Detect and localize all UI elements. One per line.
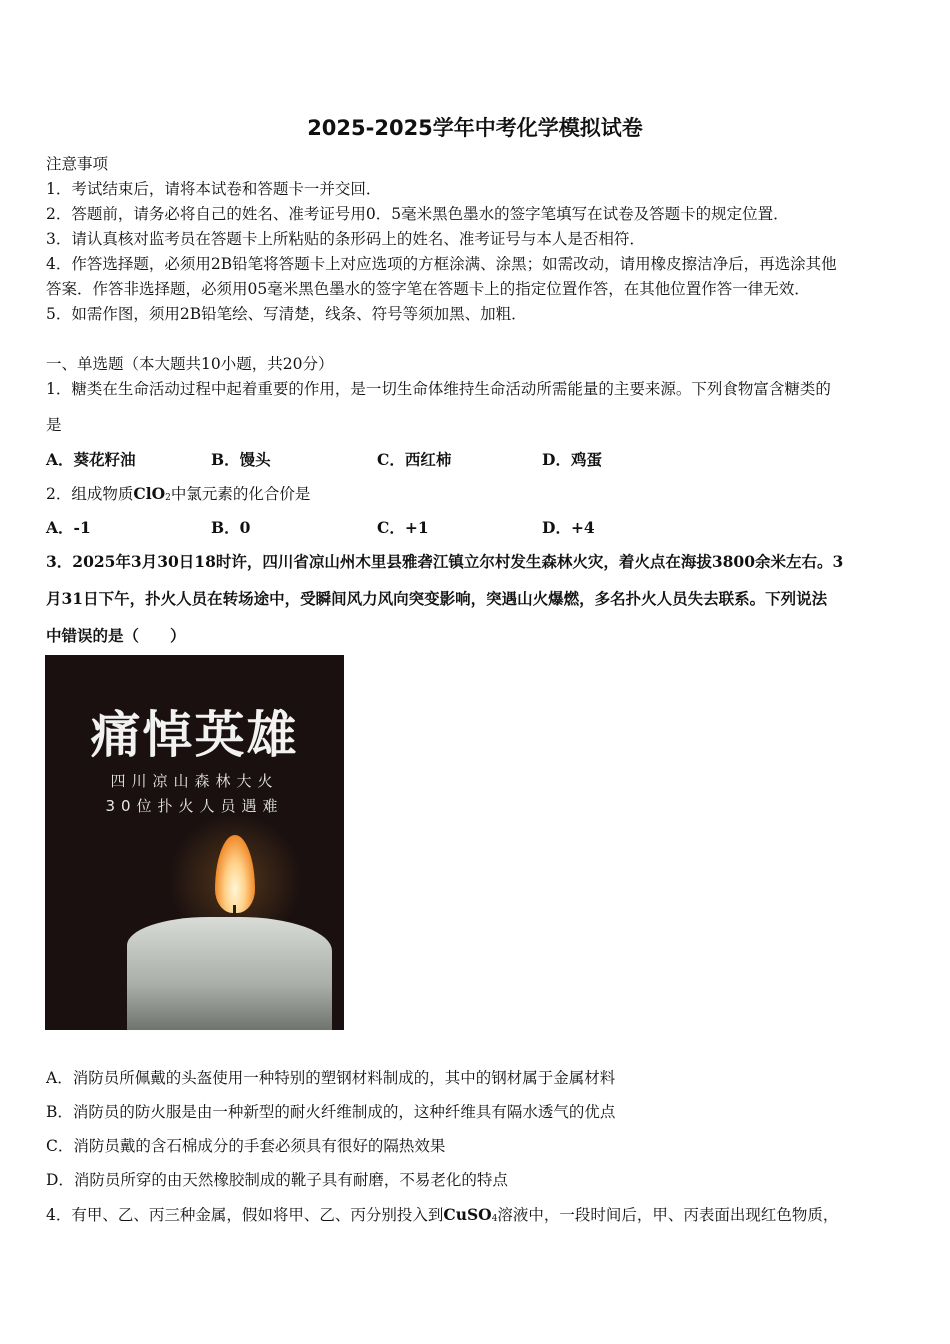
candle-icon (127, 917, 332, 1030)
question-4-prefix: 4．有甲、乙、丙三种金属，假如将甲、乙、丙分别投入到 (46, 1206, 444, 1224)
question-1-stem: 是 (46, 416, 62, 434)
question-1-option-d: D．鸡蛋 (542, 450, 602, 469)
question-3-option-b: B．消防员的防火服是由一种新型的耐火纤维制成的，这种纤维具有隔水透气的优点 (46, 1103, 616, 1121)
page-title: 2025-2025学年中考化学模拟试卷 (307, 116, 643, 140)
question-1-option-a: A．葵花籽油 (46, 450, 136, 469)
question-1-option-c: C．西红柿 (377, 450, 452, 469)
memorial-candle-image (45, 655, 344, 1030)
image-heading: 痛悼英雄 (90, 706, 299, 764)
question-2-option-a: A．-1 (46, 518, 91, 537)
notice-item: 1．考试结束后，请将本试卷和答题卡一并交回． (46, 180, 382, 198)
image-caption-line: 30位扑火人员遇难 (105, 797, 284, 815)
section-heading: 一、单选题（本大题共10小题，共20分） (46, 355, 334, 373)
image-caption-line: 四川凉山森林大火 (110, 772, 279, 790)
question-2-option-b: B．0 (211, 518, 251, 537)
question-2-stem (46, 482, 310, 504)
formula-clo2: ClO (133, 484, 166, 503)
question-3-option-a: A．消防员所佩戴的头盔使用一种特别的塑钢材料制成的，其中的钢材属于金属材料 (46, 1069, 616, 1087)
question-2-option-d: D．+4 (542, 518, 595, 537)
question-2-suffix: 中氯元素的化合价是 (170, 485, 311, 503)
question-2-option-c: C．+1 (377, 518, 429, 537)
question-3-stem: 月31日下午，扑火人员在转场途中，受瞬间风力风向突变影响，突遇山火爆燃，多名扑火人员失去联系。下列说法 (46, 589, 828, 608)
question-3-option-d: D．消防员所穿的由天然橡胶制成的靴子具有耐磨，不易老化的特点 (46, 1171, 508, 1189)
question-1-option-b: B．馒头 (211, 450, 271, 469)
formula-subscript: 2 (165, 493, 171, 503)
notice-item: 5．如需作图，须用2B铅笔绘、写清楚，线条、符号等须加黑、加粗． (46, 305, 527, 323)
question-3-option-c: C．消防员戴的含石棉成分的手套必须具有很好的隔热效果 (46, 1137, 446, 1155)
question-3-stem: 中错误的是（ ） (46, 626, 186, 645)
notice-item: 3．请认真核对监考员在答题卡上所粘贴的条形码上的姓名、准考证号与本人是否相符． (46, 230, 645, 248)
notice-item: 4．作答选择题，必须用2B铅笔将答题卡上对应选项的方框涂满、涂黑；如需改动，请用橡皮擦洁净后，再选涂其他 (46, 255, 837, 273)
question-3-stem: 3．2025年3月30日18时许，四川省凉山州木里县雅砻江镇立尔村发生森林火灾，着火点在海拔3800余米左右。3 (46, 552, 844, 571)
notice-item: 2．答题前，请务必将自己的姓名、准考证号用0．5毫米黑色墨水的签字笔填写在试卷及答题卡的规定位置． (46, 205, 789, 223)
notice-heading: 注意事项 (46, 155, 109, 173)
question-1-stem: 1．糖类在生命活动过程中起着重要的作用，是一切生命体维持生命活动所需能量的主要来源。下列食物富含糖类的 (46, 380, 831, 398)
formula-subscript: 4 (491, 1214, 498, 1224)
formula-cuso4: CuSO (443, 1205, 492, 1224)
notice-item: 答案．作答非选择题，必须用05毫米黑色墨水的签字笔在答题卡上的指定位置作答，在其他位置作答一律无效． (46, 280, 810, 298)
question-2-prefix: 2．组成物质 (46, 485, 134, 503)
question-4-stem (46, 1203, 838, 1225)
question-4-suffix: 溶液中，一段时间后，甲、丙表面出现红色物质， (497, 1206, 839, 1224)
